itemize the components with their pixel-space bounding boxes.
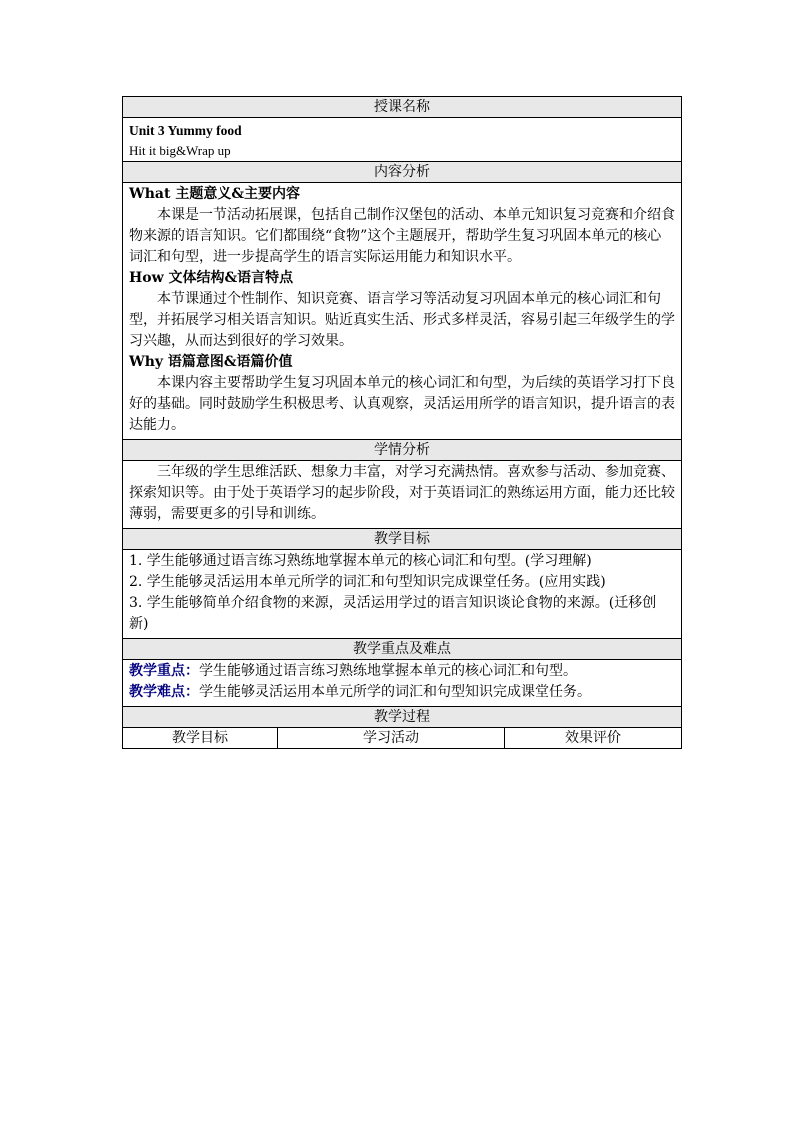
- learner-analysis-row: [123, 461, 682, 529]
- how-heading: How 文体结构&语言特点: [129, 270, 294, 286]
- what-heading: What 主题意义&主要内容: [129, 186, 300, 202]
- key-point-label: 教学重点：: [129, 663, 199, 679]
- column-header-objective: 教学目标: [123, 728, 278, 749]
- objectives-row: [123, 550, 682, 639]
- process-columns-row: [123, 728, 682, 749]
- learner-analysis-header-row: [123, 440, 682, 461]
- objectives-header: 教学目标: [123, 529, 682, 550]
- key-points-header-row: [123, 639, 682, 660]
- content-analysis-row: [123, 183, 682, 440]
- objectives-header-row: [123, 529, 682, 550]
- why-heading: Why 语篇意图&语篇价值: [129, 354, 293, 370]
- difficult-point-text: 学生能够灵活运用本单元所学的词汇和句型知识完成课堂任务。: [199, 684, 591, 700]
- objective-item: 3. 学生能够简单介绍食物的来源，灵活运用学过的语言知识谈论食物的来源。(迁移创新): [129, 595, 657, 632]
- learner-analysis-header: 学情分析: [123, 440, 682, 461]
- lesson-title: Unit 3 Yummy food: [129, 123, 242, 138]
- lesson-name-header-row: [123, 97, 682, 118]
- what-text: 本课是一节活动拓展课，包括自己制作汉堡包的活动、本单元知识复习竞赛和介绍食物来源的语言知识。它们都围绕“食物”这个主题展开，帮助学生复习巩固本单元的核心词汇和句型，进一步提高学生的语言实际运用能力和知识水平。: [129, 207, 675, 265]
- lesson-subtitle: Hit it big&Wrap up: [129, 143, 231, 158]
- lesson-name-header: 授课名称: [123, 97, 682, 118]
- learner-analysis-text: 三年级的学生思维活跃、想象力丰富，对学习充满热情。喜欢参与活动、参加竞赛、探索知识等。由于处于英语学习的起步阶段，对于英语词汇的熟练运用方面，能力还比较薄弱，需要更多的引导和训练。: [129, 464, 675, 522]
- process-header-row: [123, 707, 682, 728]
- content-analysis-header: 内容分析: [123, 162, 682, 183]
- objective-item: 1. 学生能够通过语言练习熟练地掌握本单元的核心词汇和句型。(学习理解): [129, 553, 592, 569]
- process-header: 教学过程: [123, 707, 682, 728]
- key-point-line: [129, 661, 675, 682]
- difficult-point-label: 教学难点：: [129, 684, 199, 700]
- key-point-text: 学生能够通过语言练习熟练地掌握本单元的核心词汇和句型。: [199, 663, 577, 679]
- key-points-row: [123, 660, 682, 707]
- objective-item: 2. 学生能够灵活运用本单元所学的词汇和句型知识完成课堂任务。(应用实践): [129, 574, 606, 590]
- column-header-activity: 学习活动: [278, 728, 505, 749]
- key-points-header: 教学重点及难点: [123, 639, 682, 660]
- lesson-name-row: [123, 118, 682, 162]
- column-header-evaluation: 效果评价: [505, 728, 682, 749]
- lesson-plan-table: [122, 96, 682, 749]
- content-analysis-header-row: [123, 162, 682, 183]
- why-text: 本课内容主要帮助学生复习巩固本单元的核心词汇和句型，为后续的英语学习打下良好的基础。同时鼓励学生积极思考、认真观察，灵活运用所学的语言知识，提升语言的表达能力。: [129, 375, 675, 433]
- difficult-point-line: [129, 682, 675, 703]
- how-text: 本节课通过个性制作、知识竞赛、语言学习等活动复习巩固本单元的核心词汇和句型，并拓展学习相关语言知识。贴近真实生活、形式多样灵活，容易引起三年级学生的学习兴趣，从而达到很好的学习效果。: [129, 291, 675, 349]
